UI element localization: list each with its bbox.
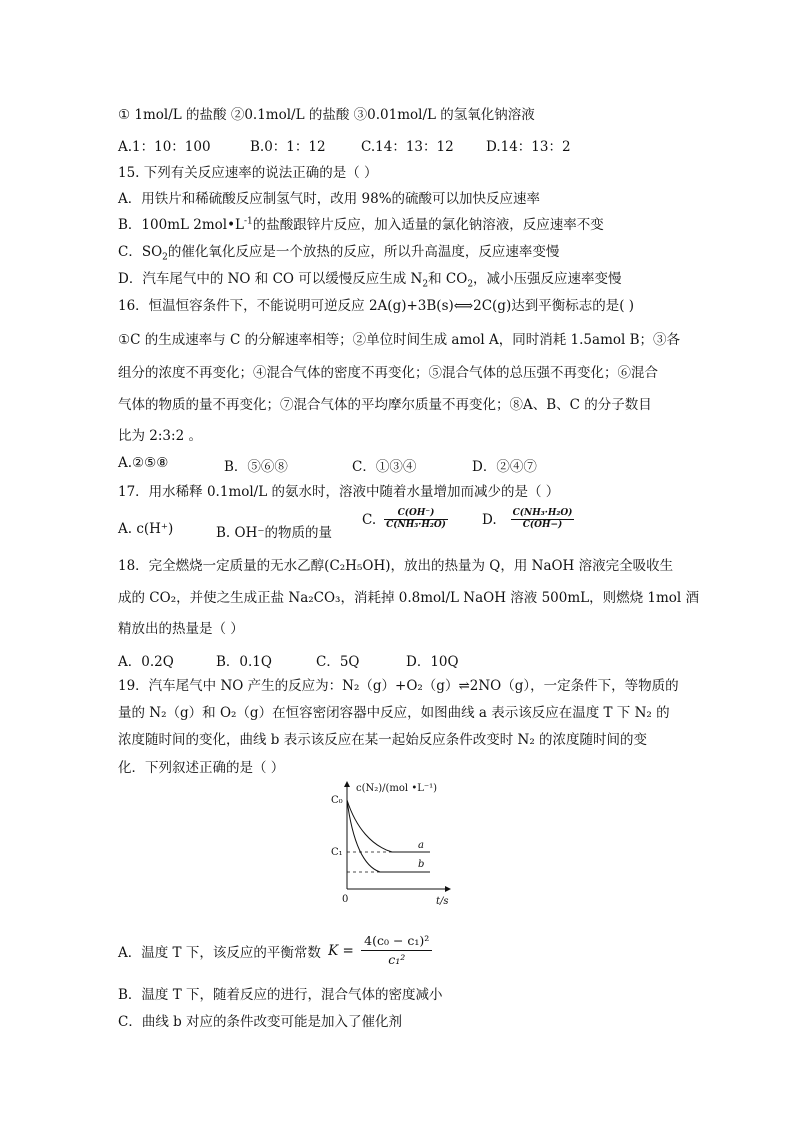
y-axis-label: c(N₂)/(mol •L⁻¹) bbox=[356, 783, 438, 794]
q15-b-pre: B．100mL 2mol•L bbox=[118, 217, 245, 233]
q17-d-fraction bbox=[511, 508, 575, 531]
q15-option-b bbox=[118, 213, 604, 233]
q19-a-k: K = bbox=[328, 942, 354, 959]
q18-option-d: D．10Q bbox=[406, 654, 459, 670]
q15-b-post: 的盐酸跟锌片反应，加入适量的氯化钠溶液，反应速率不变 bbox=[252, 217, 604, 233]
q16-body-line1: ①C 的生成速率与 C 的分解速率相等；②单位时间生成 amol A，同时消耗 1.5amol B；③各 bbox=[118, 332, 681, 348]
q19-a-denominator: c₁² bbox=[388, 952, 406, 967]
q18-options bbox=[118, 650, 718, 670]
q16-option-a: A.②⑤⑧ bbox=[118, 455, 169, 471]
q19-line3: 浓度随时间的变化，曲线 b 表示该反应在某一起始反应条件改变时 N₂ 的浓度随时间的变 bbox=[118, 732, 648, 748]
q16-option-d: D．②④⑦ bbox=[472, 459, 537, 475]
q18-line2: 成的 CO₂，并使之生成正盐 Na₂CO₃，消耗掉 0.8mol/L NaOH 溶液 500mL，则燃烧 1mol 酒 bbox=[118, 590, 700, 606]
origin-label: 0 bbox=[342, 894, 349, 905]
q14-option-d: D.14：13：2 bbox=[486, 139, 571, 155]
q17-c-numerator: C(OH⁻) bbox=[384, 508, 448, 520]
q16-option-b: B．⑤⑥⑧ bbox=[224, 459, 288, 475]
c1-label: C₁ bbox=[331, 847, 343, 858]
concentration-time-graph bbox=[330, 778, 460, 908]
q19-line1: 19．汽车尾气中 NO 产生的反应为：N₂（g）+O₂（g）⇌2NO（g），一定条件下，等物质的 bbox=[118, 678, 679, 694]
q15-d-sub1: 2 bbox=[422, 279, 429, 290]
q18-option-a: A．0.2Q bbox=[118, 654, 174, 670]
q19-option-a bbox=[118, 932, 432, 969]
q18-option-c: C．5Q bbox=[316, 654, 360, 670]
q18-line1: 18．完全燃烧一定质量的无水乙醇(C₂H₅OH)，放出的热量为 Q，用 NaOH 溶液完全吸收生 bbox=[118, 558, 674, 574]
q17-option-c bbox=[362, 508, 448, 531]
q14-option-a: A.1：10：100 bbox=[118, 139, 211, 155]
q15-c-pre: C．SO bbox=[118, 244, 163, 260]
q15-stem: 15. 下列有关反应速率的说法正确的是（ ） bbox=[118, 165, 378, 181]
q18-line3: 精放出的热量是（ ） bbox=[118, 621, 244, 637]
q16-option-c: C．①③④ bbox=[352, 459, 417, 475]
q15-b-sup: -1 bbox=[244, 216, 253, 227]
q19-a-numerator: 4(c₀ − c₁)² bbox=[361, 932, 432, 951]
q19-option-b: B．温度 T 下，随着反应的进行，混合气体的密度减小 bbox=[118, 987, 443, 1003]
c0-label: C₀ bbox=[331, 795, 343, 806]
q14-option-b: B.0：1：12 bbox=[250, 139, 326, 155]
q15-option-d bbox=[118, 267, 622, 290]
q17-option-d bbox=[482, 508, 574, 531]
q14-line: ① 1mol/L 的盐酸 ②0.1mol/L 的盐酸 ③0.01mol/L 的氢氧化钠溶液 bbox=[118, 107, 535, 123]
q15-d-mid: 和 CO bbox=[428, 271, 468, 287]
q19-a-fraction bbox=[361, 932, 432, 969]
q17-option-b: B. OH⁻的物质的量 bbox=[216, 525, 332, 541]
q15-d-sub2: 2 bbox=[467, 279, 474, 290]
q19-option-c: C．曲线 b 对应的条件改变可能是加入了催化剂 bbox=[118, 1014, 403, 1030]
q17-stem: 17．用水稀释 0.1mol/L 的氨水时，溶液中随着水量增加而减少的是（ ） bbox=[118, 484, 560, 500]
curve-a-label: a bbox=[418, 840, 424, 851]
q16-options bbox=[118, 455, 718, 475]
q19-line2: 量的 N₂（g）和 O₂（g）在恒容密闭容器中反应，如图曲线 a 表示该反应在温度 T 下 N₂ 的 bbox=[118, 705, 670, 721]
q17-c-fraction bbox=[384, 508, 448, 531]
q15-c-post: 的催化氧化反应是一个放热的反应，所以升高温度，反应速率变慢 bbox=[167, 244, 560, 260]
curve-b-label: b bbox=[418, 859, 425, 870]
x-axis-label: t/s bbox=[436, 896, 449, 907]
q19-a-pre: A．温度 T 下，该反应的平衡常数 bbox=[118, 944, 321, 961]
q19-line4: 化．下列叙述正确的是（ ） bbox=[118, 760, 285, 776]
q15-c-sub: 2 bbox=[162, 252, 168, 263]
q17-c-label: C. bbox=[362, 511, 377, 528]
q17-d-numerator: C(NH₃·H₂O) bbox=[512, 508, 573, 518]
q18-option-b: B．0.1Q bbox=[216, 654, 272, 670]
q16-body-line4: 比为 2:3:2 。 bbox=[118, 428, 202, 444]
q15-option-a: A．用铁片和稀硫酸反应制氢气时，改用 98%的硫酸可以加快反应速率 bbox=[118, 191, 541, 207]
q15-option-c bbox=[118, 240, 559, 263]
q16-body-line3: 气体的物质的量不再变化；⑦混合气体的平均摩尔质量不再变化；⑧A、B、C 的分子数目 bbox=[118, 397, 652, 413]
q16-body-line2: 组分的浓度不再变化；④混合气体的密度不再变化；⑤混合气体的总压强不再变化；⑥混合 bbox=[118, 365, 658, 381]
q14-option-c: C.14：13：12 bbox=[361, 139, 454, 155]
q15-d-post: ，减小压强反应速率变慢 bbox=[473, 271, 622, 287]
q14-options bbox=[118, 135, 718, 155]
q17-options bbox=[118, 508, 718, 542]
q17-option-a: A. c(H⁺) bbox=[118, 521, 174, 537]
q17-c-denominator: C(NH₃·H₂O) bbox=[386, 520, 446, 530]
q17-d-label: D. bbox=[482, 511, 497, 528]
q17-d-denominator: C(OH−) bbox=[522, 520, 563, 530]
q15-d-pre: D．汽车尾气中的 NO 和 CO 可以缓慢反应生成 N bbox=[118, 271, 423, 287]
q16-stem: 16．恒温恒容条件下，不能说明可逆反应 2A(g)+3B(s)⟺2C(g)达到平衡标志的是( ) bbox=[118, 298, 635, 314]
